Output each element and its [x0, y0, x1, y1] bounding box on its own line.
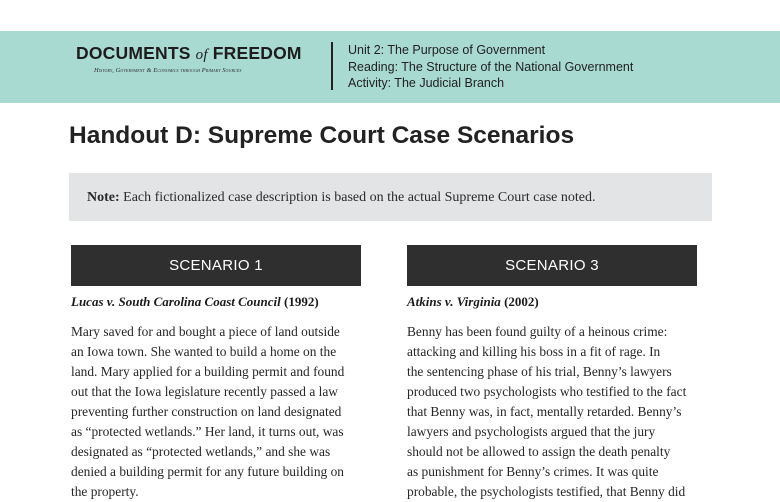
- scenario-text: [71, 322, 361, 502]
- text-line: Benny has been found guilty of a heinous crime:: [407, 324, 668, 339]
- reading-line: Reading: The Structure of the National Government: [348, 59, 634, 74]
- case-citation: [71, 294, 361, 310]
- case-year: (2002): [500, 294, 539, 309]
- documents-of-freedom-logo: [76, 43, 316, 74]
- unit-line: Unit 2: The Purpose of Government: [348, 43, 546, 57]
- text-line: the sentencing phase of his trial, Benny’s lawyers: [407, 364, 672, 379]
- text-line: land. Mary applied for a building permit and found: [71, 364, 345, 379]
- case-citation: [407, 294, 697, 310]
- logo-tagline: History, Government & Economics through Primary Sources: [94, 67, 242, 74]
- text-line: should not be allowed to assign the death penalty: [407, 444, 671, 459]
- text-line: as “protected wetlands.” Her land, it turns out, was: [71, 424, 344, 439]
- text-line: as punishment for Benny’s crimes. It was quite: [407, 464, 659, 479]
- header-divider: [331, 42, 333, 90]
- scenario-1: [71, 245, 361, 502]
- logo-title: DOCUMENTS of FREEDOM: [76, 43, 302, 63]
- text-line: produced two psychologists who testified to the fact: [407, 384, 687, 399]
- note-box: [69, 173, 712, 221]
- unit-info: [348, 42, 633, 92]
- activity-line: Activity: The Judicial Branch: [348, 76, 505, 90]
- case-name: Atkins v. Virginia: [407, 294, 501, 309]
- text-line: lawyers and psychologists argued that the jury: [407, 424, 656, 439]
- scenario-heading: SCENARIO 1: [71, 245, 361, 286]
- text-line: designated as “protected wetlands,” and she was: [71, 444, 331, 459]
- scenario-heading: SCENARIO 3: [407, 245, 697, 286]
- text-line: attacking and killing his boss in a fit of rage. In: [407, 344, 661, 359]
- case-name: Lucas v. South Carolina Coast Council: [71, 294, 281, 309]
- text-line: probable, the psychologists testified, that Benny did: [407, 484, 686, 499]
- text-line: Mary saved for and bought a piece of land outside: [71, 324, 340, 339]
- text-line: the property.: [71, 484, 139, 499]
- handout-title: Handout D: Supreme Court Case Scenarios: [69, 122, 575, 149]
- scenario-3: [407, 245, 697, 502]
- text-line: preventing further construction on land designated: [71, 404, 342, 419]
- note-body: Each fictionalized case description is based on the actual Supreme Court case noted.: [119, 190, 596, 205]
- note-text: [87, 190, 596, 206]
- text-line: denied a building permit for any future building on: [71, 464, 344, 479]
- note-label: Note:: [87, 190, 120, 205]
- scenario-text: [407, 322, 697, 502]
- text-line: an Iowa town. She wanted to build a home on the: [71, 344, 337, 359]
- text-line: that Benny was, in fact, mentally retarded. Benny’s: [407, 404, 682, 419]
- case-year: (1992): [280, 294, 319, 309]
- text-line: out that the Iowa legislature recently passed a law: [71, 384, 338, 399]
